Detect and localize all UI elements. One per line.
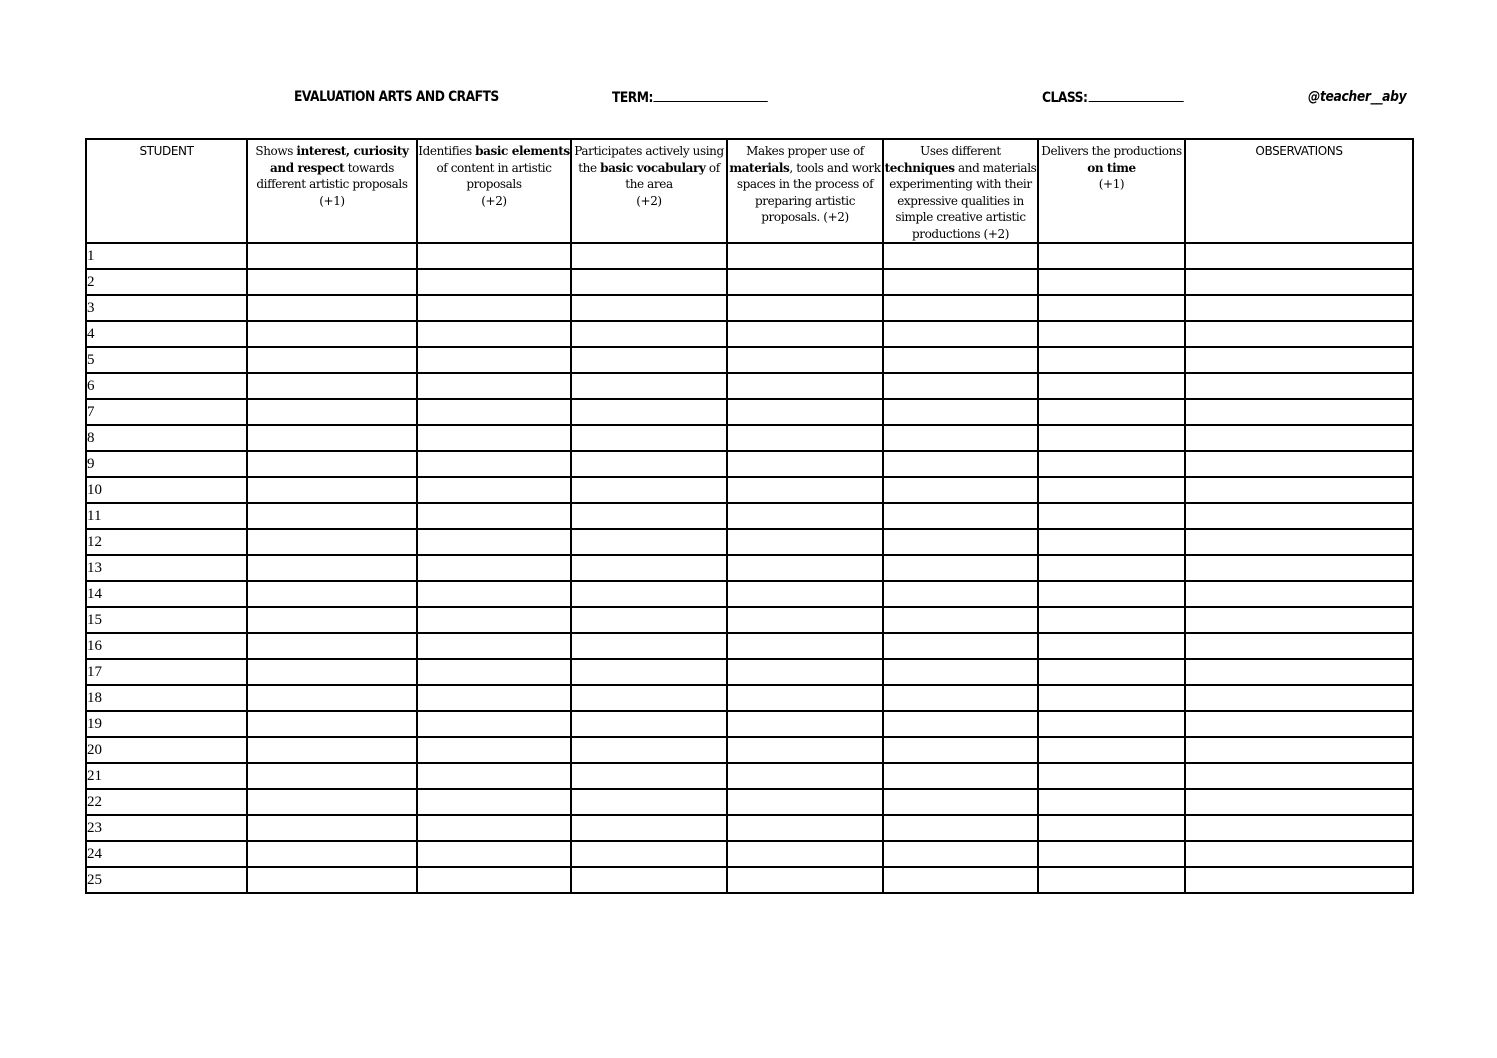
score-cell[interactable] xyxy=(417,451,571,477)
score-cell[interactable] xyxy=(571,737,727,763)
score-cell[interactable] xyxy=(247,425,417,451)
score-cell[interactable] xyxy=(1038,243,1185,269)
score-cell[interactable] xyxy=(417,295,571,321)
student-cell[interactable]: 12 xyxy=(86,529,247,555)
score-cell[interactable] xyxy=(1038,685,1185,711)
criterion-header-1 xyxy=(247,139,417,243)
table-header-row xyxy=(86,139,1413,243)
score-cell[interactable] xyxy=(247,503,417,529)
score-cell[interactable] xyxy=(1038,529,1185,555)
term-field xyxy=(612,89,768,106)
score-cell[interactable] xyxy=(417,555,571,581)
score-cell[interactable] xyxy=(727,555,883,581)
evaluation-table xyxy=(85,138,1414,894)
score-cell[interactable] xyxy=(571,711,727,737)
table-row xyxy=(86,685,1413,711)
score-cell[interactable] xyxy=(883,763,1038,789)
score-cell[interactable] xyxy=(883,607,1038,633)
score-cell[interactable] xyxy=(727,815,883,841)
observation-cell[interactable] xyxy=(1185,425,1413,451)
observation-cell[interactable] xyxy=(1185,295,1413,321)
score-cell[interactable] xyxy=(571,659,727,685)
score-cell[interactable] xyxy=(417,867,571,893)
score-cell[interactable] xyxy=(883,659,1038,685)
criterion-text: of content in artistic proposals xyxy=(436,160,552,191)
score-cell[interactable] xyxy=(247,321,417,347)
score-cell[interactable] xyxy=(247,529,417,555)
observation-cell[interactable] xyxy=(1185,529,1413,555)
criterion-text: Uses different xyxy=(920,144,1001,158)
table-row xyxy=(86,243,1413,269)
author-handle: @teacher__aby xyxy=(1308,89,1407,105)
table-row xyxy=(86,399,1413,425)
score-cell[interactable] xyxy=(727,243,883,269)
observation-cell[interactable] xyxy=(1185,841,1413,867)
score-cell[interactable] xyxy=(727,347,883,373)
table-row xyxy=(86,477,1413,503)
table-row xyxy=(86,815,1413,841)
observation-cell[interactable] xyxy=(1185,581,1413,607)
observation-cell[interactable] xyxy=(1185,503,1413,529)
student-cell[interactable]: 14 xyxy=(86,581,247,607)
table-row xyxy=(86,373,1413,399)
score-cell[interactable] xyxy=(883,425,1038,451)
observation-cell[interactable] xyxy=(1185,269,1413,295)
score-cell[interactable] xyxy=(417,659,571,685)
score-cell[interactable] xyxy=(571,867,727,893)
criterion-text: of the area xyxy=(625,160,720,191)
score-cell[interactable] xyxy=(883,555,1038,581)
score-cell[interactable] xyxy=(417,269,571,295)
score-cell[interactable] xyxy=(1038,503,1185,529)
score-cell[interactable] xyxy=(571,763,727,789)
criterion-points: (+2) xyxy=(481,193,507,208)
page-title: EVALUATION ARTS AND CRAFTS xyxy=(294,89,499,105)
score-cell[interactable] xyxy=(571,321,727,347)
student-cell[interactable]: 23 xyxy=(86,815,247,841)
table-row xyxy=(86,425,1413,451)
score-cell[interactable] xyxy=(727,633,883,659)
student-cell[interactable]: 4 xyxy=(86,321,247,347)
student-column-header: STUDENT xyxy=(86,139,247,243)
score-cell[interactable] xyxy=(883,841,1038,867)
score-cell[interactable] xyxy=(883,685,1038,711)
score-cell[interactable] xyxy=(417,503,571,529)
table-row xyxy=(86,269,1413,295)
score-cell[interactable] xyxy=(571,815,727,841)
table-row xyxy=(86,503,1413,529)
score-cell[interactable] xyxy=(571,529,727,555)
criterion-keyword: on time xyxy=(1087,160,1136,175)
score-cell[interactable] xyxy=(247,451,417,477)
criterion-header-2 xyxy=(417,139,571,243)
score-cell[interactable] xyxy=(727,321,883,347)
score-cell[interactable] xyxy=(727,607,883,633)
score-cell[interactable] xyxy=(727,295,883,321)
score-cell[interactable] xyxy=(883,399,1038,425)
student-cell[interactable]: 7 xyxy=(86,399,247,425)
table-row xyxy=(86,737,1413,763)
score-cell[interactable] xyxy=(417,763,571,789)
score-cell[interactable] xyxy=(247,633,417,659)
score-cell[interactable] xyxy=(247,555,417,581)
score-cell[interactable] xyxy=(417,711,571,737)
score-cell[interactable] xyxy=(1038,477,1185,503)
score-cell[interactable] xyxy=(727,477,883,503)
score-cell[interactable] xyxy=(571,607,727,633)
observation-cell[interactable] xyxy=(1185,347,1413,373)
score-cell[interactable] xyxy=(571,295,727,321)
score-cell[interactable] xyxy=(417,529,571,555)
score-cell[interactable] xyxy=(247,269,417,295)
criterion-keyword: materials xyxy=(729,160,790,175)
observation-cell[interactable] xyxy=(1185,737,1413,763)
student-cell[interactable]: 9 xyxy=(86,451,247,477)
score-cell[interactable] xyxy=(727,867,883,893)
score-cell[interactable] xyxy=(247,841,417,867)
score-cell[interactable] xyxy=(571,581,727,607)
student-cell[interactable]: 2 xyxy=(86,269,247,295)
criterion-text: and materials experimenting with their expressive qualities in simple creative artistic productions (+2) xyxy=(889,160,1037,241)
score-cell[interactable] xyxy=(727,685,883,711)
table-row xyxy=(86,867,1413,893)
score-cell[interactable] xyxy=(727,737,883,763)
student-cell[interactable]: 22 xyxy=(86,789,247,815)
score-cell[interactable] xyxy=(247,347,417,373)
criterion-keyword: techniques xyxy=(884,160,955,175)
score-cell[interactable] xyxy=(571,373,727,399)
student-cell[interactable]: 21 xyxy=(86,763,247,789)
score-cell[interactable] xyxy=(417,607,571,633)
score-cell[interactable] xyxy=(1038,347,1185,373)
student-cell[interactable]: 17 xyxy=(86,659,247,685)
observations-column-header: OBSERVATIONS xyxy=(1185,139,1413,243)
score-cell[interactable] xyxy=(883,815,1038,841)
observation-cell[interactable] xyxy=(1185,243,1413,269)
criterion-header-3 xyxy=(571,139,727,243)
score-cell[interactable] xyxy=(1038,789,1185,815)
criterion-text: Delivers the productions xyxy=(1041,144,1182,158)
score-cell[interactable] xyxy=(883,581,1038,607)
score-cell[interactable] xyxy=(1038,269,1185,295)
score-cell[interactable] xyxy=(571,503,727,529)
score-cell[interactable] xyxy=(417,347,571,373)
score-cell[interactable] xyxy=(1038,867,1185,893)
score-cell[interactable] xyxy=(1038,399,1185,425)
table-row xyxy=(86,321,1413,347)
score-cell[interactable] xyxy=(247,763,417,789)
table-row xyxy=(86,789,1413,815)
table-row xyxy=(86,659,1413,685)
criterion-points: (+1) xyxy=(319,193,345,208)
table-row xyxy=(86,607,1413,633)
observation-cell[interactable] xyxy=(1185,633,1413,659)
score-cell[interactable] xyxy=(883,789,1038,815)
criterion-keyword: basic elements xyxy=(475,144,570,158)
score-cell[interactable] xyxy=(571,347,727,373)
score-cell[interactable] xyxy=(1038,555,1185,581)
student-cell[interactable]: 11 xyxy=(86,503,247,529)
score-cell[interactable] xyxy=(1038,763,1185,789)
table-row xyxy=(86,841,1413,867)
class-blank[interactable] xyxy=(1088,89,1183,102)
score-cell[interactable] xyxy=(417,841,571,867)
score-cell[interactable] xyxy=(883,451,1038,477)
observation-cell[interactable] xyxy=(1185,399,1413,425)
observation-cell[interactable] xyxy=(1185,477,1413,503)
score-cell[interactable] xyxy=(417,399,571,425)
score-cell[interactable] xyxy=(571,685,727,711)
score-cell[interactable] xyxy=(247,815,417,841)
score-cell[interactable] xyxy=(727,399,883,425)
class-field xyxy=(1042,89,1183,106)
student-cell[interactable]: 15 xyxy=(86,607,247,633)
score-cell[interactable] xyxy=(883,633,1038,659)
score-cell[interactable] xyxy=(417,633,571,659)
score-cell[interactable] xyxy=(1038,659,1185,685)
score-cell[interactable] xyxy=(727,503,883,529)
score-cell[interactable] xyxy=(247,295,417,321)
score-cell[interactable] xyxy=(571,633,727,659)
table-row xyxy=(86,347,1413,373)
score-cell[interactable] xyxy=(883,867,1038,893)
student-cell[interactable]: 24 xyxy=(86,841,247,867)
term-blank[interactable] xyxy=(654,89,768,102)
score-cell[interactable] xyxy=(1038,321,1185,347)
score-cell[interactable] xyxy=(417,425,571,451)
score-cell[interactable] xyxy=(247,399,417,425)
score-cell[interactable] xyxy=(883,347,1038,373)
score-cell[interactable] xyxy=(727,425,883,451)
observation-cell[interactable] xyxy=(1185,867,1413,893)
student-cell[interactable]: 5 xyxy=(86,347,247,373)
table-row xyxy=(86,633,1413,659)
score-cell[interactable] xyxy=(1038,581,1185,607)
score-cell[interactable] xyxy=(247,659,417,685)
score-cell[interactable] xyxy=(571,425,727,451)
score-cell[interactable] xyxy=(883,295,1038,321)
score-cell[interactable] xyxy=(247,789,417,815)
score-cell[interactable] xyxy=(883,529,1038,555)
observation-cell[interactable] xyxy=(1185,685,1413,711)
score-cell[interactable] xyxy=(571,555,727,581)
score-cell[interactable] xyxy=(417,815,571,841)
student-cell[interactable]: 16 xyxy=(86,633,247,659)
criterion-header-6 xyxy=(1038,139,1185,243)
table-row xyxy=(86,581,1413,607)
score-cell[interactable] xyxy=(1038,373,1185,399)
score-cell[interactable] xyxy=(247,477,417,503)
score-cell[interactable] xyxy=(571,269,727,295)
score-cell[interactable] xyxy=(247,243,417,269)
score-cell[interactable] xyxy=(571,399,727,425)
criterion-text: Participates actively using the xyxy=(574,144,724,175)
score-cell[interactable] xyxy=(727,711,883,737)
criterion-header-4 xyxy=(727,139,883,243)
score-cell[interactable] xyxy=(417,581,571,607)
score-cell[interactable] xyxy=(247,711,417,737)
score-cell[interactable] xyxy=(727,451,883,477)
score-cell[interactable] xyxy=(247,737,417,763)
score-cell[interactable] xyxy=(883,321,1038,347)
score-cell[interactable] xyxy=(727,763,883,789)
table-row xyxy=(86,451,1413,477)
score-cell[interactable] xyxy=(727,529,883,555)
score-cell[interactable] xyxy=(417,737,571,763)
score-cell[interactable] xyxy=(417,321,571,347)
criterion-points: (+1) xyxy=(1098,177,1125,191)
table-body xyxy=(86,243,1413,893)
class-label: CLASS: xyxy=(1042,90,1088,106)
score-cell[interactable] xyxy=(417,477,571,503)
observation-cell[interactable] xyxy=(1185,321,1413,347)
score-cell[interactable] xyxy=(883,373,1038,399)
score-cell[interactable] xyxy=(1038,425,1185,451)
criterion-text: Shows xyxy=(255,144,297,158)
score-cell[interactable] xyxy=(247,685,417,711)
score-cell[interactable] xyxy=(571,243,727,269)
student-cell[interactable]: 13 xyxy=(86,555,247,581)
score-cell[interactable] xyxy=(727,581,883,607)
criterion-header-5 xyxy=(883,139,1038,243)
criterion-points: (+2) xyxy=(636,193,662,208)
criterion-keyword: interest, curiosity and respect xyxy=(270,144,409,175)
observation-cell[interactable] xyxy=(1185,555,1413,581)
student-cell[interactable]: 6 xyxy=(86,373,247,399)
score-cell[interactable] xyxy=(883,737,1038,763)
score-cell[interactable] xyxy=(247,373,417,399)
student-cell[interactable]: 18 xyxy=(86,685,247,711)
score-cell[interactable] xyxy=(883,477,1038,503)
score-cell[interactable] xyxy=(1038,737,1185,763)
score-cell[interactable] xyxy=(883,503,1038,529)
score-cell[interactable] xyxy=(727,659,883,685)
student-cell[interactable]: 10 xyxy=(86,477,247,503)
student-cell[interactable]: 8 xyxy=(86,425,247,451)
student-cell[interactable]: 25 xyxy=(86,867,247,893)
score-cell[interactable] xyxy=(417,243,571,269)
criterion-text: Identifies xyxy=(418,144,476,158)
score-cell[interactable] xyxy=(247,867,417,893)
term-label: TERM: xyxy=(612,90,653,106)
table-row xyxy=(86,711,1413,737)
criterion-text: towards different artistic proposals xyxy=(256,160,408,191)
score-cell[interactable] xyxy=(883,243,1038,269)
student-cell[interactable]: 19 xyxy=(86,711,247,737)
score-cell[interactable] xyxy=(417,789,571,815)
observation-cell[interactable] xyxy=(1185,451,1413,477)
student-cell[interactable]: 20 xyxy=(86,737,247,763)
table-row xyxy=(86,295,1413,321)
observation-cell[interactable] xyxy=(1185,815,1413,841)
observation-cell[interactable] xyxy=(1185,789,1413,815)
observation-cell[interactable] xyxy=(1185,763,1413,789)
score-cell[interactable] xyxy=(1038,633,1185,659)
score-cell[interactable] xyxy=(1038,295,1185,321)
score-cell[interactable] xyxy=(571,841,727,867)
score-cell[interactable] xyxy=(571,477,727,503)
score-cell[interactable] xyxy=(727,373,883,399)
criterion-text: , tools and work spaces in the process of preparing artistic proposals. (+2) xyxy=(736,160,881,224)
score-cell[interactable] xyxy=(247,607,417,633)
score-cell[interactable] xyxy=(1038,841,1185,867)
criterion-text: Makes proper use of xyxy=(746,144,864,158)
student-cell[interactable]: 1 xyxy=(86,243,247,269)
score-cell[interactable] xyxy=(1038,815,1185,841)
score-cell[interactable] xyxy=(727,841,883,867)
score-cell[interactable] xyxy=(1038,451,1185,477)
criterion-keyword: basic vocabulary xyxy=(600,160,706,175)
table-row xyxy=(86,763,1413,789)
score-cell[interactable] xyxy=(883,269,1038,295)
score-cell[interactable] xyxy=(883,711,1038,737)
score-cell[interactable] xyxy=(247,581,417,607)
score-cell[interactable] xyxy=(727,269,883,295)
score-cell[interactable] xyxy=(727,789,883,815)
table-row xyxy=(86,529,1413,555)
observation-cell[interactable] xyxy=(1185,659,1413,685)
score-cell[interactable] xyxy=(417,685,571,711)
score-cell[interactable] xyxy=(417,373,571,399)
student-cell[interactable]: 3 xyxy=(86,295,247,321)
observation-cell[interactable] xyxy=(1185,711,1413,737)
observation-cell[interactable] xyxy=(1185,607,1413,633)
score-cell[interactable] xyxy=(1038,607,1185,633)
observation-cell[interactable] xyxy=(1185,373,1413,399)
score-cell[interactable] xyxy=(571,451,727,477)
score-cell[interactable] xyxy=(571,789,727,815)
score-cell[interactable] xyxy=(1038,711,1185,737)
table-row xyxy=(86,555,1413,581)
